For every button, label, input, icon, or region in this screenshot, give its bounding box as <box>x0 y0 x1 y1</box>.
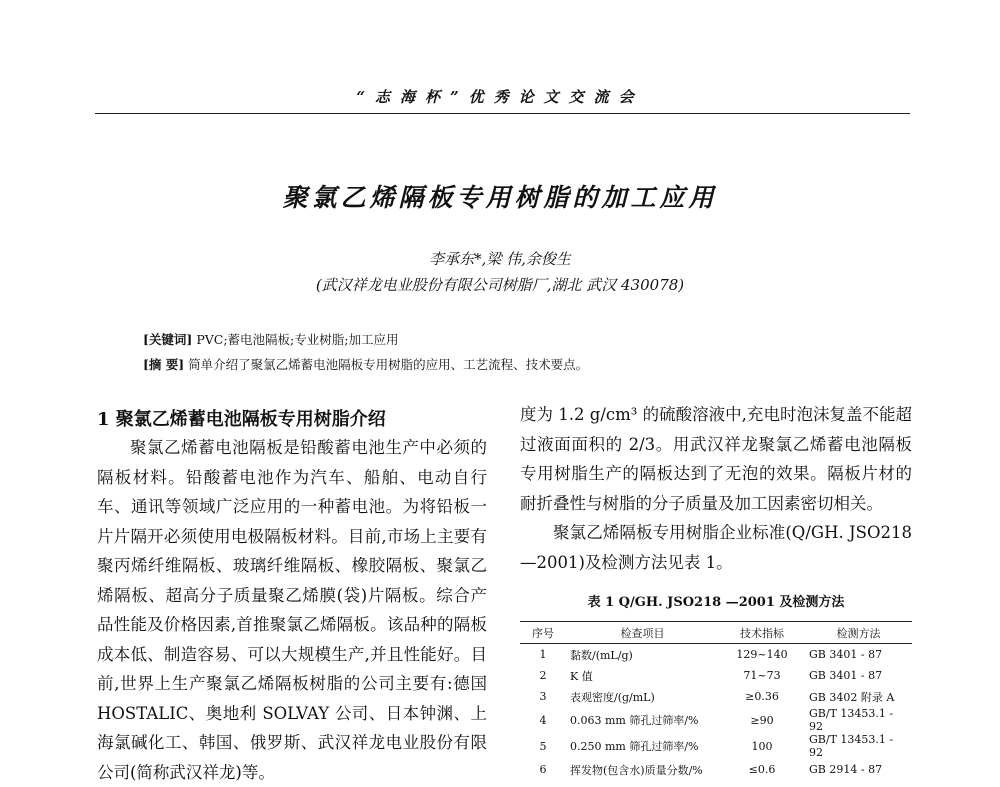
table-row <box>520 759 912 780</box>
abstract <box>143 355 588 373</box>
header-index: 序号 <box>520 622 566 644</box>
cell-item: 0.250 mm 筛孔过筛率/% <box>570 740 699 753</box>
affiliation: (武汉祥龙电业股份有限公司树脂厂,湖北 武汉 430078) <box>315 276 685 294</box>
paper-title: 聚氯乙烯隔板专用树脂的加工应用 <box>282 183 718 212</box>
cell-method: GB 3401 - 87 <box>809 669 883 682</box>
keywords-label: [关键词] <box>143 332 193 347</box>
table-row <box>520 733 912 759</box>
cell-method: GB/T 13453.1 - 92 <box>809 707 894 733</box>
cell-item: 黏数/(mL/g) <box>570 648 633 662</box>
cell-item: 挥发物(包含水)质量分数/% <box>570 763 703 777</box>
right-column-paragraph-1: 度为 1.2 g/cm³ 的硫酸溶液中,充电时泡沫复盖不能超过液面面积的 2/3。用武汉祥龙聚氯乙烯蓄电池隔板专用树脂生产的隔板达到了无泡的效果。隔板片材的耐折叠性与树脂的分子质量及加工因素密切相关。 <box>520 405 912 513</box>
table-caption: 表 1 Q/GH. JSO218 —2001 及检测方法 <box>587 595 845 610</box>
header-method: 检测方法 <box>805 622 912 644</box>
cell-spec: ≥90 <box>750 713 774 727</box>
cell-spec: 100 <box>751 739 773 753</box>
cell-item: 0.063 mm 筛孔过筛率/% <box>570 714 699 727</box>
table-row <box>520 686 912 707</box>
table-header-row <box>520 622 912 644</box>
cell-spec: 71~73 <box>743 669 781 682</box>
left-column-body: 聚氯乙烯蓄电池隔板是铅酸蓄电池生产中必须的隔板材料。铅酸蓄电池作为汽车、船舶、电动自行车、通讯等领域广泛应用的一种蓄电池。为将铅板一片片隔开必须使用电极隔板材料。目前,市场上主要有聚丙烯纤维隔板、玻璃纤维隔板、橡胶隔板、聚氯乙烯隔板、超高分子质量聚乙烯膜(袋)片隔板。综合产品性能及价格因素,首推聚氯乙烯隔板。该品种的隔板成本低、制造容易、可以大规模生产,并且性能好。目前,世界上生产聚氯乙烯隔板树脂的公司主要有:德国 HOSTALIC、奥地利 SOLVAY 公司、日本钟渊、上海氯碱化工、韩国、俄罗斯、武汉祥龙电业股份有限公司(简称武汉祥龙)等。 <box>97 438 487 782</box>
header-spec: 技术指标 <box>719 622 805 644</box>
cell-item: K 值 <box>570 669 593 683</box>
cell-index: 4 <box>539 713 547 727</box>
cell-method: GB 3402 附录 A <box>809 690 895 704</box>
cell-index: 2 <box>539 669 547 682</box>
header-item: 检查项目 <box>566 622 719 644</box>
cell-method: GB/T 13453.1 - 92 <box>809 733 894 759</box>
abstract-text: 简单介绍了聚氯乙烯蓄电池隔板专用树脂的应用、工艺流程、技术要点。 <box>188 357 589 372</box>
running-header: “志海杯”优秀论文交流会 <box>356 88 644 106</box>
cell-index: 3 <box>539 690 547 703</box>
cell-item: 表观密度/(g/mL) <box>570 690 655 704</box>
keywords <box>143 330 398 348</box>
authors: 李承东*,梁 伟,余俊生 <box>429 250 571 268</box>
cell-method: GB 3401 - 87 <box>809 648 883 661</box>
keywords-text: PVC;蓄电池隔板;专业树脂;加工应用 <box>196 332 399 347</box>
table-row <box>520 644 912 666</box>
abstract-label: [摘 要] <box>143 357 185 372</box>
section-heading: 1 聚氯乙烯蓄电池隔板专用树脂介绍 <box>97 409 386 430</box>
right-column-paragraph-2: 聚氯乙烯隔板专用树脂企业标准(Q/GH. JSO218 —2001)及检测方法见表 1。 <box>520 523 912 572</box>
cell-spec: 129~140 <box>736 648 788 661</box>
header-rule <box>95 113 910 114</box>
cell-index: 5 <box>539 739 547 753</box>
right-column <box>520 400 912 577</box>
cell-spec: ≤0.6 <box>748 763 776 776</box>
cell-index: 6 <box>539 763 547 776</box>
table-row <box>520 665 912 686</box>
table-row <box>520 707 912 733</box>
cell-method: GB 2914 - 87 <box>809 763 883 776</box>
cell-index: 1 <box>539 648 547 661</box>
cell-spec: ≥0.36 <box>745 690 779 703</box>
spec-table <box>520 621 912 780</box>
